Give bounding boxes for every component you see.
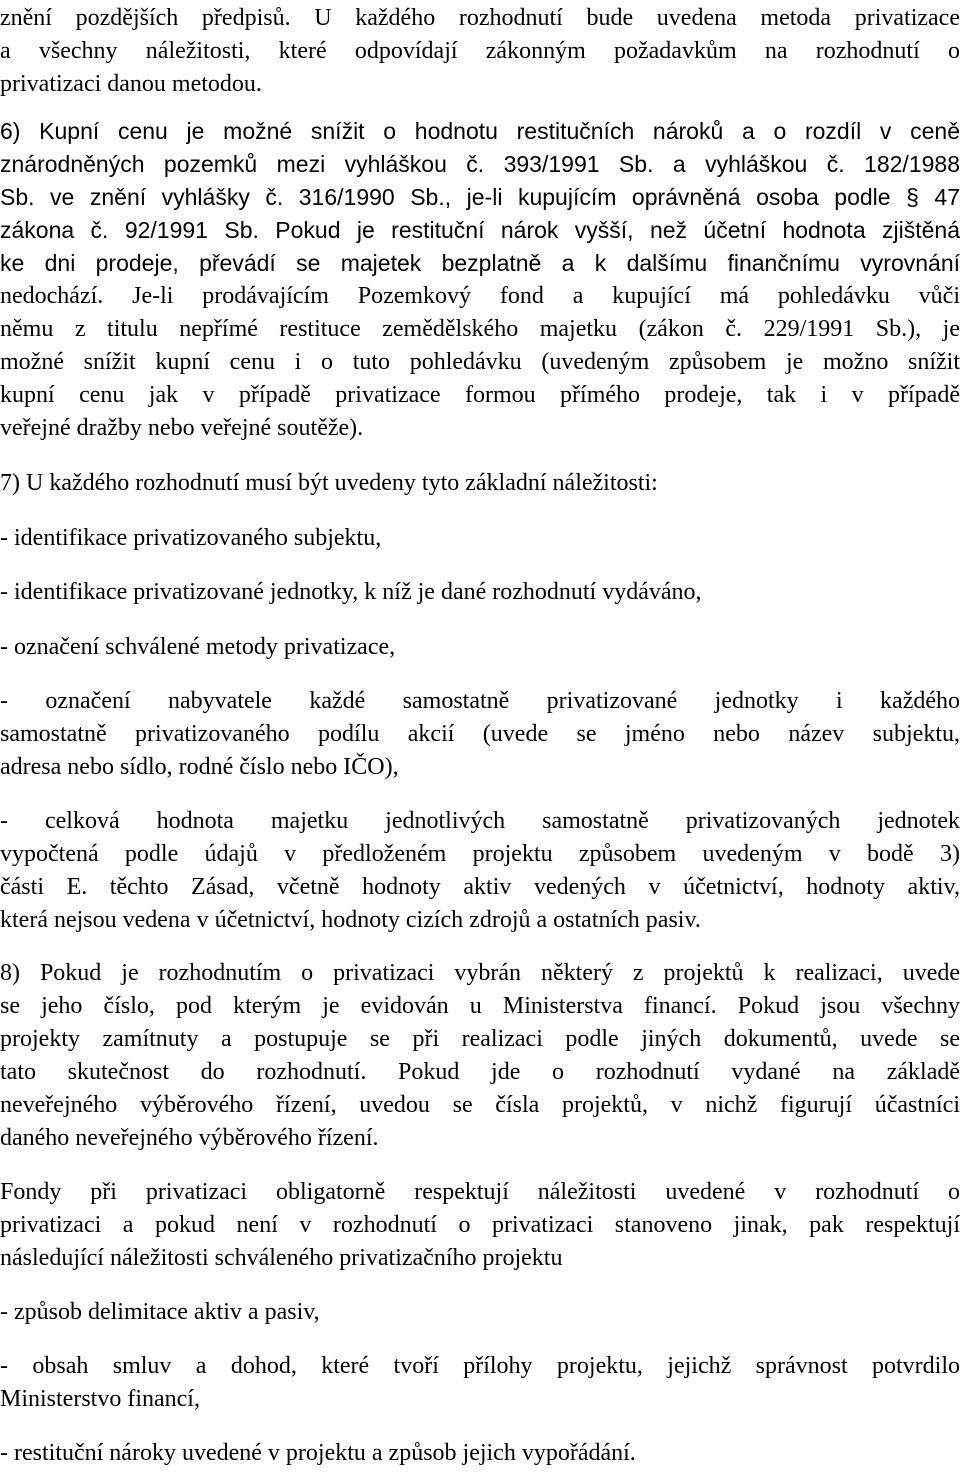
text-line: která nejsou vedena v účetnictví, hodnoty cizích zdrojů a ostatních pasiv. xyxy=(0,907,701,933)
list-item xyxy=(0,522,960,555)
text-line: 8) Pokud je rozhodnutím o privatizaci vybrán některý z projektů k realizaci, uvede xyxy=(0,960,960,986)
text-line: privatizaci danou metodou. xyxy=(0,71,262,97)
text-line: - identifikace privatizované jednotky, k níž je dané rozhodnutí vydáváno, xyxy=(0,579,702,605)
text-line: zákona č. 92/1991 Sb. Pokud je restituční nárok vyšší, než účetní hodnota zjištěná xyxy=(0,217,960,243)
text-line: němu z titulu nepřímé restituce zemědělského majetku (zákon č. 229/1991 Sb.), je xyxy=(0,316,960,342)
text-line: tato skutečnost do rozhodnutí. Pokud jde o rozhodnutí vydané na základě xyxy=(0,1059,960,1085)
text-line: veřejné dražby nebo veřejné soutěže). xyxy=(0,415,364,441)
paragraph-6 xyxy=(0,115,960,445)
text-line: ke dni prodeje, převádí se majetek bezplatně a k dalšímu finančnímu vyrovnání xyxy=(0,250,960,276)
text-line: vypočtená podle údajů v předloženém projektu způsobem uvedeným v bodě 3) xyxy=(0,841,960,867)
text-line: znárodněných pozemků mezi vyhláškou č. 393/1991 Sb. a vyhláškou č. 182/1988 xyxy=(0,151,960,177)
list-item xyxy=(0,685,960,784)
paragraph-intro xyxy=(0,2,960,101)
list-item xyxy=(0,576,960,609)
text-line: projekty zamítnuty a postupuje se při realizaci podle jiných dokumentů, uvede se xyxy=(0,1026,960,1052)
text-line: - celková hodnota majetku jednotlivých samostatně privatizovaných jednotek xyxy=(0,808,960,834)
text-line: daného neveřejného výběrového řízení. xyxy=(0,1125,379,1151)
text-line: se jeho číslo, pod kterým je evidován u Ministerstva financí. Pokud jsou všechny xyxy=(0,993,960,1019)
text-line: kupní cenu jak v případě privatizace formou přímého prodeje, tak i v případě xyxy=(0,382,960,408)
text-line: neveřejného výběrového řízení, uvedou se čísla projektů, v nichž figurují účastníci xyxy=(0,1092,960,1118)
text-line: - restituční nároky uvedené v projektu a způsob jejich vypořádání. xyxy=(0,1440,636,1466)
text-line: - označení schválené metody privatizace, xyxy=(0,634,396,660)
text-line: a všechny náležitosti, které odpovídají zákonným požadavkům na rozhodnutí o xyxy=(0,38,960,64)
text-line: samostatně privatizovaného podílu akcií (uvede se jméno nebo název subjektu, xyxy=(0,721,960,747)
text-line: Fondy při privatizaci obligatorně respektují náležitosti uvedené v rozhodnutí o xyxy=(0,1179,960,1205)
text-line: - označení nabyvatele každé samostatně privatizované jednotky i každého xyxy=(0,688,960,714)
text-line: znění pozdějších předpisů. U každého rozhodnutí bude uvedena metoda privatizace xyxy=(0,5,960,31)
text-line: Sb. ve znění vyhlášky č. 316/1990 Sb., je-li kupujícím oprávněná osoba podle § 47 xyxy=(0,184,960,210)
list-item xyxy=(0,805,960,937)
text-line: části E. těchto Zásad, včetně hodnoty aktiv vedených v účetnictví, hodnoty aktiv, xyxy=(0,874,960,900)
text-line: 6) Kupní cenu je možné snížit o hodnotu restitučních nároků a o rozdíl v ceně xyxy=(0,118,960,144)
text-line: Ministerstvo financí, xyxy=(0,1386,200,1412)
text-line: následující náležitosti schváleného privatizačního projektu xyxy=(0,1245,563,1271)
text-line: nedochází. Je-li prodávajícím Pozemkový fond a kupující má pohledávku vůči xyxy=(0,283,960,309)
paragraph-fondy xyxy=(0,1176,960,1275)
list-item xyxy=(0,1296,960,1329)
list-item xyxy=(0,631,960,664)
paragraph-8 xyxy=(0,957,960,1155)
text-line: možné snížit kupní cenu i o tuto pohledávku (uvedeným způsobem je možno snížit xyxy=(0,349,960,375)
text-line: privatizaci a pokud není v rozhodnutí o privatizaci stanoveno jinak, pak respektují xyxy=(0,1212,960,1238)
list-item xyxy=(0,1350,960,1416)
text-line: - způsob delimitace aktiv a pasiv, xyxy=(0,1299,320,1325)
paragraph-7-heading xyxy=(0,467,960,500)
list-item xyxy=(0,1437,960,1470)
text-line: - obsah smluv a dohod, které tvoří přílohy projektu, jejichž správnost potvrdilo xyxy=(0,1353,960,1379)
text-line: 7) U každého rozhodnutí musí být uvedeny tyto základní náležitosti: xyxy=(0,470,658,496)
text-line: adresa nebo sídlo, rodné číslo nebo IČO), xyxy=(0,754,399,780)
text-line: - identifikace privatizovaného subjektu, xyxy=(0,525,382,551)
